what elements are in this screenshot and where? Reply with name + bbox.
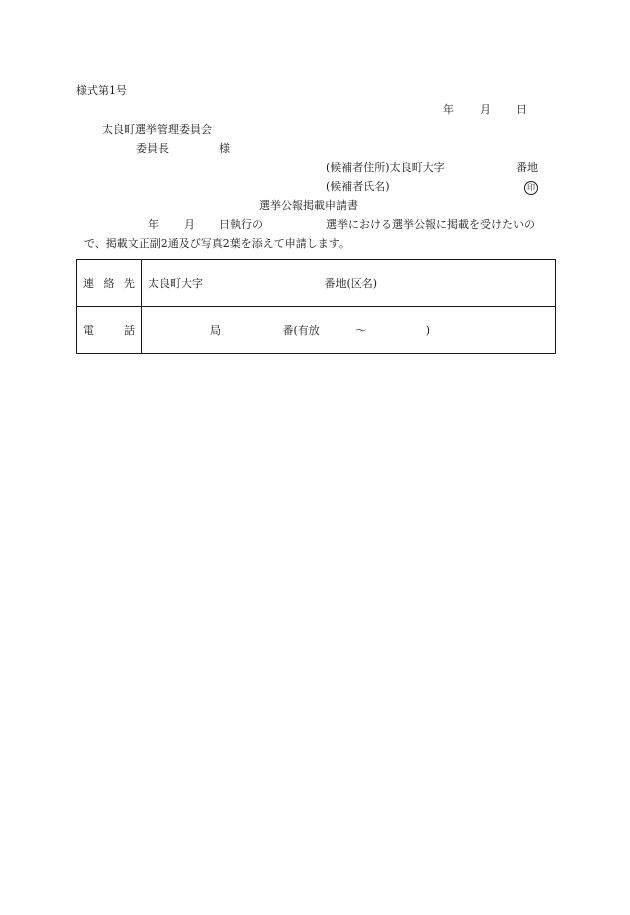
contact-label-char: 先	[124, 277, 135, 290]
contact-value: 太良町大字	[148, 277, 203, 290]
contact-table	[76, 259, 556, 354]
contact-value-cell	[142, 260, 556, 307]
honorific: 様	[219, 142, 230, 155]
chair-title: 委員長	[136, 142, 169, 155]
contact-row	[77, 260, 556, 307]
contact-label-char: 連	[83, 277, 94, 290]
phone-ban: 番(有放	[282, 324, 320, 337]
body-year: 年	[148, 218, 159, 231]
phone-label-char: 話	[124, 324, 135, 337]
body-election-date: 日執行の	[219, 218, 263, 231]
phone-value-cell	[142, 307, 556, 354]
phone-tilde: ～	[355, 324, 367, 337]
candidate-name-label: (候補者氏名)	[326, 180, 390, 193]
contact-label-char: 絡	[103, 277, 115, 290]
contact-label-cell	[77, 260, 142, 307]
phone-row	[77, 307, 556, 354]
seal-icon: 印	[524, 181, 538, 195]
body-line2: で、掲載文正副2通及び写真2葉を添えて申請します。	[84, 237, 350, 250]
date-day: 日	[516, 103, 527, 116]
date-month: 月	[480, 103, 491, 116]
candidate-address-suffix: 番地	[516, 161, 538, 174]
phone-label-char: 電	[83, 324, 94, 337]
body-month: 月	[184, 218, 195, 231]
document-title: 選挙公報掲載申請書	[259, 199, 358, 212]
phone-label-cell	[77, 307, 142, 354]
seal-mark	[524, 180, 538, 195]
phone-close: )	[425, 324, 431, 337]
phone-kyoku: 局	[210, 324, 221, 337]
form-number: 様式第1号	[76, 84, 127, 97]
contact-suffix: 番地(区名)	[324, 277, 378, 290]
candidate-address-label: (候補者住所)太良町大字	[326, 161, 445, 174]
committee-name: 太良町選挙管理委員会	[102, 123, 212, 136]
body-line1: 選挙における選挙公報に掲載を受けたいの	[326, 218, 535, 231]
date-year: 年	[443, 103, 454, 116]
